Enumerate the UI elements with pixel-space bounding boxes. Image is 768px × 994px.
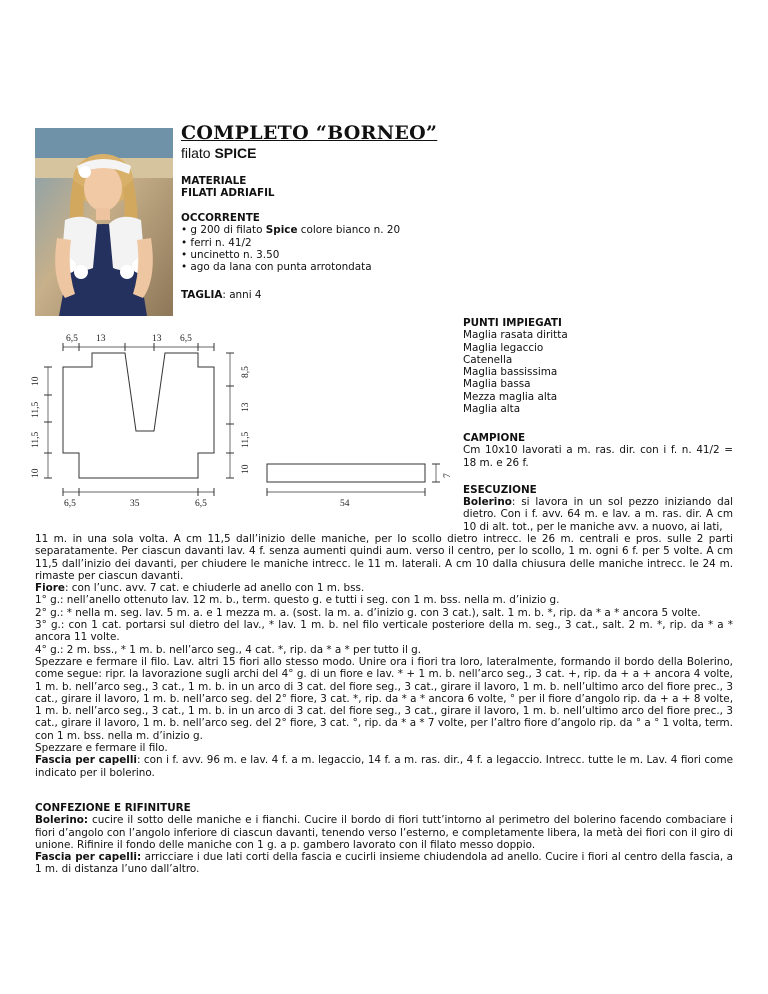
dim-band-width: 54 (340, 499, 350, 509)
occorrente-item: • ferri n. 41/2 (181, 236, 252, 249)
confezione-heading: CONFEZIONE E RIFINITURE (35, 802, 191, 814)
confezione-section (35, 802, 733, 876)
punti-item: Maglia rasata diritta (463, 329, 568, 342)
dim-inner-2: 13 (241, 402, 251, 412)
dim-left-1: 10 (31, 376, 41, 386)
materiale-section (181, 175, 275, 200)
fiore-para: Fiore: con l’unc. avv. 7 cat. e chiuderle ad anello con 1 m. bss. (35, 582, 365, 595)
dim-top-2: 13 (96, 334, 106, 344)
occorrente-item: • g 200 di filato Spice colore bianco n. 20 (181, 224, 401, 237)
punti-item: Catenella (463, 353, 513, 366)
dim-bottom-2: 35 (130, 499, 140, 509)
taglia-line (181, 289, 262, 301)
dim-bottom-1: 6,5 (64, 499, 76, 509)
taglia-value: : anni 4 (222, 289, 262, 301)
yarn-prefix: filato (181, 145, 215, 161)
occorrente-heading: OCCORRENTE (181, 212, 260, 224)
materiale-heading: MATERIALE (181, 175, 247, 187)
punti-item: Mezza maglia alta (463, 390, 558, 403)
punti-item: Maglia bassa (463, 378, 531, 391)
yarn-line (181, 145, 256, 161)
campione-heading: CAMPIONE (463, 432, 526, 444)
punti-item: Maglia legaccio (463, 341, 544, 354)
occorrente-item: • ago da lana con punta arrotondata (181, 261, 372, 274)
occorrente-item: • uncinetto n. 3.50 (181, 248, 280, 261)
schematic-drawing (18, 326, 458, 516)
dim-inner-1: 8,5 (241, 366, 251, 378)
esecuzione-heading: ESECUZIONE (463, 484, 537, 496)
dim-inner-3: 11,5 (241, 431, 251, 448)
bolero-outline (63, 353, 214, 478)
taglia-label: TAGLIA (181, 289, 223, 301)
esecuzione-intro: Bolerino: si lavora in un sol pezzo iniziando dal dietro. Con i f. avv. 64 m. e lav. a m. ras. dir. A cm 10 di alt. tot., per le maniche avv. a nuovo, ai lati, (463, 496, 733, 533)
yarn-name: SPICE (214, 145, 257, 161)
product-photo (35, 128, 173, 316)
esecuzione-body (35, 533, 733, 779)
join-end: Spezzare e fermare il filo. (35, 742, 168, 755)
punti-item: Maglia bassissima (463, 366, 558, 379)
pattern-schematic (18, 326, 458, 520)
confezione-bolerino: Bolerino: cucire il sotto delle maniche e i fianchi. Cucire il bordo di fiori tutt’intorno al perimetro del bolerino facendo combaciare i fiori d’angolo con l’angolo inferiore di ciascun davanti, tenendo verso l’esterno, e completamente libera, la metà dei fiori con il giro di unione. Rifinire il fondo delle maniche con 1 g. a p. gambero lavorato con il filato messo doppio. (35, 814, 733, 851)
materiale-supplier: FILATI ADRIAFIL (181, 187, 275, 200)
punti-item: Maglia alta (463, 403, 521, 416)
round-4: 4° g.: 2 m. bss., * 1 m. b. nell’arco seg., 4 cat. *, rip. da * a * per tutto il g. (35, 643, 422, 656)
round-2: 2° g.: * nella m. seg. lav. 5 m. a. e 1 mezza m. a. (sost. la m. a. d’inizio g. con 3 cat.), salt. 1 m. b. *, rip. da * a * ancora 5 volte. (35, 606, 701, 619)
punti-section (463, 317, 568, 415)
dim-band-height: 7 (443, 473, 453, 478)
bolerino-label: Bolerino (463, 496, 512, 508)
campione-text: Cm 10x10 lavorati a m. ras. dir. con i f. n. 41/2 = 18 m. e 26 f. (463, 444, 733, 469)
dim-inner-4: 10 (241, 464, 251, 474)
dim-top-4: 6,5 (180, 334, 192, 344)
dim-top-3: 13 (152, 334, 162, 344)
girl-in-white-bolero-photo (35, 128, 173, 316)
join-para: Spezzare e fermare il filo. Lav. altri 15 fiori allo stesso modo. Unire ora i fiori tra loro, lateralmente, formando il bordo della Bolerino, come segue: ripr. la lavorazione sugli archi del 4° g. di un fiore e lav. * + 1 m. b. nell’arco seg., 3 cat. +, rip. da + a + ancora 4 volte, 1 m. b. nell’arco seg., 3 cat., 1 m. b. in un arco di 3 cat. del fiore seg., 3 cat., girare il lavoro, 1 m. b. nell’ultimo arco del fiore prec., 3 cat., girare il lavoro, 1 m. b. nell’arco seg. del 2° fiore, 3 cat. *, rip. da * a * ancora 6 volte, ° per il fiore d’angolo rip. da + a + 8 volte, 1 m. b. nell’arco seg., 3 cat., 1 m. b. in un arco di 3 cat. del fiore seg., 3 cat., girare il lavoro, 1 m. b. nell’ultimo arco del fiore prec., 3 cat., girare il lavoro, 1 m. b. nell’arco seg. del 2° fiore, 3 cat. °, rip. da * a * 7 volte, per l’altro fiore d’angolo rip. da ° a ° 1 volta, term. con 1 m. bss. nella m. d’inizio g. (35, 655, 733, 742)
punti-heading: PUNTI IMPIEGATI (463, 317, 562, 329)
band-outline (267, 464, 425, 482)
page-title: COMPLETO “BORNEO” (181, 122, 438, 144)
dim-left-3: 11,5 (31, 431, 41, 448)
round-1: 1° g.: nell’anello ottenuto lav. 12 m. b., term. questo g. e tutti i seg. con 1 m. bss. nella m. d’inizio g. (35, 594, 560, 607)
dim-left-4: 10 (31, 468, 41, 478)
occorrente-section (181, 212, 400, 273)
dim-left-2: 11,5 (31, 401, 41, 418)
fascia-para: Fascia per capelli: con i f. avv. 96 m. e lav. 4 f. a m. legaccio, 14 f. a m. ras. dir., 4 f. a legaccio. Intrecc. tutte le m. Lav. 4 fiori come indicato per il bolerino. (35, 754, 733, 779)
confezione-fascia: Fascia per capelli: arricciare i due lati corti della fascia e cucirli insieme chiudendola ad anello. Cucire i fiori al centro della fascia, a 1 m. di distanza l’uno dall’altro. (35, 851, 734, 876)
bolerino-rest: 11 m. in una sola volta. A cm 11,5 dall’inizio delle maniche, per lo scollo dietro intrecc. le 26 m. centrali e pros. sulle 2 parti separatamente. Per ciascun davanti lav. 4 f. senza aumenti quindi aum. verso il centro, per lo scollo, 1 m. ogni 6 f. per 5 volte. A cm 11,5 dall’inizio dei davanti, per chiudere le maniche intrecc. le 11 m. laterali. A cm 10 dalla chiusura delle maniche intrecc. le 24 m. rimaste per ciascun davanti. (35, 533, 733, 582)
campione-section (463, 432, 733, 469)
dim-bottom-3: 6,5 (195, 499, 207, 509)
dim-top-1: 6,5 (66, 334, 78, 344)
round-3: 3° g.: con 1 cat. portarsi sul dietro del lav., * lav. 1 m. b. nel filo verticale posteriore della m. seg., 3 cat., salt. 2 m. *, rip. da * a * ancora 11 volte. (35, 619, 733, 644)
